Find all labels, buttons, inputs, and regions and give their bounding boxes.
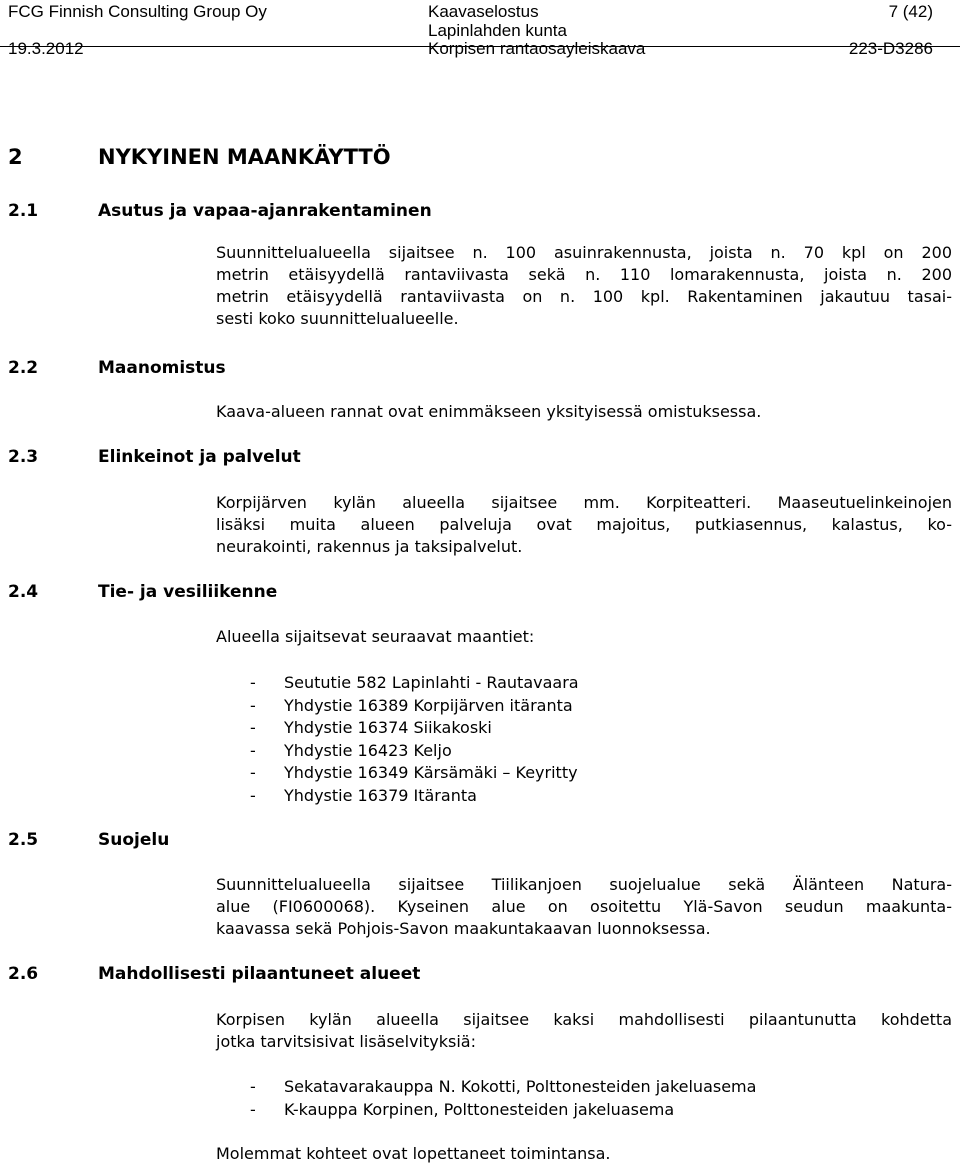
list-item-text: Yhdystie 16374 Siikakoski — [284, 718, 492, 737]
section-2-5-paragraph — [216, 874, 952, 940]
list-item: - Sekatavarakauppa N. Kokotti, Polttonesteiden jakeluasema — [250, 1077, 757, 1096]
section-number: 2.6 — [8, 964, 39, 984]
list-item-text: K-kauppa Korpinen, Polttonesteiden jakeluasema — [284, 1099, 675, 1119]
section-title: Mahdollisesti pilaantuneet alueet — [98, 964, 421, 984]
list-item-text: Seututie 582 Lapinlahti - Rautavaara — [284, 673, 579, 692]
paragraph-line: jotka tarvitsisivat lisäselvityksiä: — [216, 1032, 476, 1051]
section-title: Maanomistus — [98, 358, 226, 378]
section-2-2-paragraph — [216, 401, 952, 423]
list-item-text: Yhdystie 16349 Kärsämäki – Keyritty — [284, 763, 578, 782]
paragraph-line: sesti koko suunnittelualueelle. — [216, 309, 459, 328]
road-list — [250, 672, 579, 807]
list-item: - K-kauppa Korpinen, Polttonesteiden jakeluasema — [250, 1099, 675, 1119]
section-2-4-intro — [216, 626, 952, 648]
header-date: 19.3.2012 — [8, 39, 84, 58]
list-item: - Seututie 582 Lapinlahti - Rautavaara — [250, 673, 579, 692]
list-item: - Yhdystie 16349 Kärsämäki – Keyritty — [250, 763, 578, 782]
section-2-6-closing — [216, 1143, 952, 1165]
list-item: - Yhdystie 16379 Itäranta — [250, 785, 477, 805]
paragraph-line: Korpisen kylän alueella sijaitsee kaksi mahdollisesti pilaantunutta kohdetta — [216, 1010, 952, 1029]
paragraph-line: Kaava-alueen rannat ovat enimmäkseen yksityisessä omistuksessa. — [216, 402, 762, 421]
paragraph-line: Suunnittelualueella sijaitsee Tiilikanjoen suojelualue sekä Älänteen Natura- — [216, 875, 952, 894]
header-rule — [0, 46, 960, 47]
paragraph-line: metrin etäisyydellä rantaviivasta on n. 100 kpl. Rakentaminen jakautuu tasai- — [216, 287, 952, 306]
section-number: 2.1 — [8, 201, 39, 221]
paragraph-line: Alueella sijaitsevat seuraavat maantiet: — [216, 627, 535, 646]
section-number: 2.5 — [8, 830, 39, 850]
section-title: Tie- ja vesiliikenne — [98, 582, 278, 602]
header-doc-type: Kaavaselostus — [428, 2, 539, 21]
section-heading-2-5 — [8, 829, 169, 851]
section-title: Asutus ja vapaa-ajanrakentaminen — [98, 201, 432, 221]
section-heading-2-6 — [8, 963, 420, 985]
section-number: 2.4 — [8, 582, 39, 602]
header-municipality: Lapinlahden kunta — [428, 21, 567, 40]
section-title: Suojelu — [98, 830, 170, 850]
paragraph-line: metrin etäisyydellä rantaviivasta sekä n. 110 lomarakennusta, joista n. 200 — [216, 265, 952, 284]
section-heading-2-2 — [8, 357, 226, 379]
paragraph-line: alue (FI0600068). Kyseinen alue on osoitettu Ylä-Savon seudun maakunta- — [216, 897, 952, 916]
paragraph-line: Suunnittelualueella sijaitsee n. 100 asuinrakennusta, joista n. 70 kpl on 200 — [216, 243, 952, 262]
list-item-text: Yhdystie 16423 Keljo — [284, 740, 452, 760]
section-title: Elinkeinot ja palvelut — [98, 447, 301, 467]
list-item: - Yhdystie 16374 Siikakoski — [250, 718, 492, 737]
section-2-1-paragraph — [216, 242, 952, 330]
chapter-number: 2 — [8, 145, 23, 169]
list-item-text: Yhdystie 16389 Korpijärven itäranta — [284, 695, 573, 715]
header-company: FCG Finnish Consulting Group Oy — [8, 2, 267, 21]
section-heading-2-1 — [8, 200, 432, 222]
header-plan-name: Korpisen rantaosayleiskaava — [428, 39, 646, 58]
section-heading-2-3 — [8, 446, 301, 468]
contaminated-sites-list — [250, 1076, 756, 1121]
paragraph-line: neurakointi, rakennus ja taksipalvelut. — [216, 537, 523, 556]
header-page-number: 7 (42) — [888, 2, 933, 21]
list-item-text: Yhdystie 16379 Itäranta — [284, 785, 477, 805]
paragraph-line: kaavassa sekä Pohjois-Savon maakuntakaavan luonnoksessa. — [216, 919, 711, 938]
section-2-3-paragraph — [216, 492, 952, 558]
section-2-6-paragraph — [216, 1009, 952, 1053]
section-number: 2.2 — [8, 358, 39, 378]
list-item-text: Sekatavarakauppa N. Kokotti, Polttonesteiden jakeluasema — [284, 1077, 757, 1096]
paragraph-line: Korpijärven kylän alueella sijaitsee mm. Korpiteatteri. Maaseutuelinkeinojen — [216, 493, 952, 512]
paragraph-line: lisäksi muita alueen palveluja ovat majoitus, putkiasennus, kalastus, ko- — [216, 515, 952, 534]
list-item: - Yhdystie 16423 Keljo — [250, 740, 452, 760]
chapter-title: NYKYINEN MAANKÄYTTÖ — [98, 145, 391, 169]
paragraph-line: Molemmat kohteet ovat lopettaneet toimintansa. — [216, 1144, 611, 1163]
section-heading-2-4 — [8, 581, 277, 603]
section-number: 2.3 — [8, 447, 39, 467]
chapter-heading — [8, 144, 391, 170]
header-doc-id: 223-D3286 — [848, 39, 933, 58]
list-item: - Yhdystie 16389 Korpijärven itäranta — [250, 695, 573, 715]
